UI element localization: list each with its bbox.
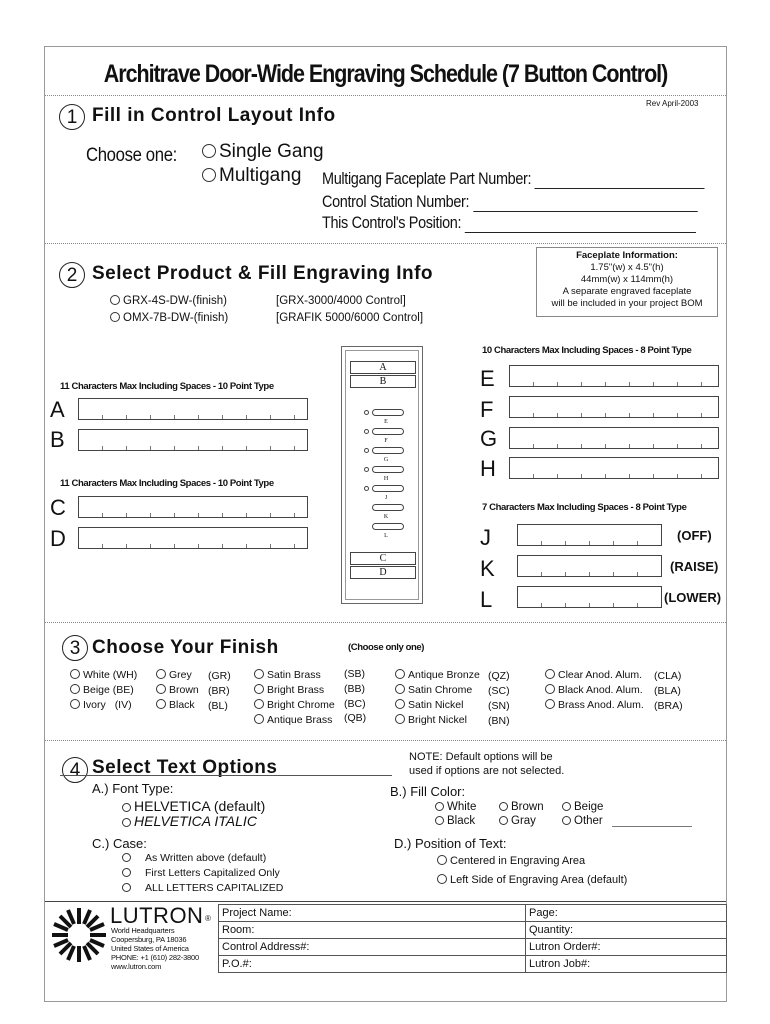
- section3-heading: Choose Your Finish: [92, 637, 279, 658]
- radio-icon[interactable]: [395, 684, 405, 694]
- radio-icon[interactable]: [70, 669, 80, 679]
- option-label: Gray: [511, 815, 536, 827]
- finish-option[interactable]: [70, 699, 132, 711]
- radio-icon[interactable]: [70, 684, 80, 694]
- room-field[interactable]: Room:: [219, 922, 526, 939]
- finish-label: Bright Brass: [267, 684, 325, 696]
- finish-label: Antique Bronze: [408, 669, 480, 681]
- finish-code: (BB): [344, 683, 365, 695]
- radio-icon[interactable]: [110, 312, 120, 322]
- address-line: United States of America: [111, 944, 189, 953]
- finish-option[interactable]: [254, 714, 332, 726]
- finish-label: Bright Nickel: [408, 714, 467, 726]
- address-line: PHONE: +1 (610) 282-3800: [111, 953, 199, 962]
- position-label: D.) Position of Text:: [394, 836, 507, 851]
- note-line: used if options are not selected.: [409, 765, 565, 777]
- control-label: F: [384, 438, 388, 444]
- finish-label: Beige (BE): [83, 684, 134, 696]
- radio-icon[interactable]: [395, 669, 405, 679]
- fill-option-white[interactable]: [435, 801, 476, 813]
- radio-icon[interactable]: [110, 295, 120, 305]
- engraving-letter: F: [480, 397, 494, 422]
- control-label: K: [383, 514, 389, 520]
- control-button-a: A: [350, 361, 416, 374]
- control-button-d: D: [350, 566, 416, 579]
- radio-icon[interactable]: [122, 868, 131, 877]
- product-option-grx[interactable]: [110, 295, 227, 307]
- section2-heading: Select Product & Fill Engraving Info: [92, 263, 434, 284]
- option-label: Brown: [511, 801, 544, 813]
- faceplate-info-line: will be included in your project BOM: [551, 298, 703, 309]
- finish-label: Satin Chrome: [408, 684, 473, 696]
- cd-char-note: 11 Characters Max Including Spaces - 10 Point Type: [60, 478, 274, 489]
- product-code: GRX-4S-DW-(finish): [123, 295, 227, 307]
- fill-color-label: B.) Fill Color:: [390, 784, 466, 799]
- radio-icon[interactable]: [202, 144, 216, 158]
- finish-option[interactable]: [395, 714, 467, 726]
- engraving-field-g[interactable]: [509, 427, 719, 449]
- fill-option-other[interactable]: [562, 815, 603, 827]
- control-button-g: [372, 447, 404, 454]
- engraving-letter: H: [480, 456, 496, 481]
- finish-option[interactable]: [70, 684, 134, 696]
- control-button-e: [372, 409, 404, 416]
- finish-option[interactable]: [70, 669, 137, 681]
- finish-option[interactable]: [395, 699, 463, 711]
- single-gang-option[interactable]: [202, 141, 324, 163]
- finish-code: (BC): [344, 698, 366, 710]
- lower-label: (LOWER): [664, 590, 722, 605]
- engraving-field-f[interactable]: [509, 396, 719, 418]
- tick-marks: [510, 413, 718, 417]
- tick-marks: [518, 541, 661, 545]
- divider: [45, 95, 726, 96]
- control-button-l: [372, 523, 404, 530]
- multigang-option[interactable]: [202, 165, 301, 187]
- radio-icon[interactable]: [545, 699, 555, 709]
- font-option-italic[interactable]: [122, 813, 257, 829]
- finish-label: Satin Nickel: [408, 699, 464, 711]
- control-label: H: [383, 476, 389, 482]
- tick-marks: [79, 513, 307, 517]
- finish-code: (QZ): [488, 670, 510, 682]
- engraving-letter: B: [50, 427, 65, 452]
- radio-icon[interactable]: [156, 699, 166, 709]
- default-options-note: [409, 750, 564, 778]
- finish-code: (BR): [208, 685, 230, 697]
- divider: [45, 740, 726, 741]
- radio-icon[interactable]: [122, 803, 131, 812]
- finish-option[interactable]: [395, 684, 472, 696]
- finish-code: (GR): [208, 670, 231, 682]
- tick-marks: [518, 603, 661, 607]
- led-icon: [364, 429, 369, 434]
- position-option[interactable]: [437, 855, 585, 867]
- control-button-k: [372, 504, 404, 511]
- radio-icon[interactable]: [395, 699, 405, 709]
- engraving-field-e[interactable]: [509, 365, 719, 387]
- finish-option[interactable]: [156, 684, 199, 696]
- led-icon: [364, 448, 369, 453]
- jkl-char-note: 7 Characters Max Including Spaces - 8 Point Type: [482, 502, 687, 513]
- field-label: Control Station Number:: [322, 192, 470, 211]
- position-option[interactable]: [437, 874, 627, 886]
- faceplate-info-title: Faceplate Information:: [576, 250, 678, 261]
- control-button-f: [372, 428, 404, 435]
- control-button-c: C: [350, 552, 416, 565]
- led-icon: [364, 467, 369, 472]
- engraving-letter: K: [480, 556, 495, 581]
- field-label: Multigang Faceplate Part Number:: [322, 169, 532, 188]
- fill-option-beige[interactable]: [562, 801, 603, 813]
- finish-label: Antique Brass: [267, 714, 333, 726]
- finish-option[interactable]: [254, 669, 321, 681]
- finish-code: (SN): [488, 700, 510, 712]
- finish-option[interactable]: [254, 699, 335, 711]
- radio-icon[interactable]: [437, 855, 447, 865]
- finish-label: White (WH): [83, 669, 138, 681]
- finish-code: (SB): [344, 668, 365, 680]
- tick-marks: [510, 382, 718, 386]
- section-number: 1: [59, 104, 85, 130]
- control-station-field[interactable]: [322, 192, 697, 212]
- finish-option[interactable]: [254, 684, 324, 696]
- finish-option[interactable]: [156, 699, 195, 711]
- product-desc: [GRAFIK 5000/6000 Control]: [276, 312, 424, 324]
- engraving-field-k[interactable]: [517, 555, 662, 577]
- other-color-line[interactable]: [612, 826, 692, 827]
- control-label: E: [384, 419, 388, 425]
- note-line: NOTE: Default options will be: [409, 751, 553, 763]
- finish-label: Bright Chrome: [267, 699, 335, 711]
- radio-icon[interactable]: [395, 714, 405, 724]
- address-line: World Headquarters: [111, 926, 175, 935]
- project-name-field[interactable]: Project Name:: [219, 905, 526, 922]
- radio-icon[interactable]: [122, 853, 131, 862]
- lutron-order-field[interactable]: Lutron Order#:: [526, 939, 727, 956]
- company-address: [111, 926, 199, 971]
- finish-label: Clear Anod. Alum.: [558, 669, 643, 681]
- radio-icon[interactable]: [254, 669, 264, 679]
- lutron-logo-text: LUTRON: [110, 903, 204, 928]
- engraving-field-a[interactable]: [78, 398, 308, 420]
- finish-code: (BRA): [654, 700, 683, 712]
- field-line[interactable]: [465, 232, 696, 233]
- case-option[interactable]: [122, 852, 266, 864]
- tick-marks: [79, 415, 307, 419]
- faceplate-info-box: [536, 247, 718, 317]
- option-label: Beige: [574, 801, 604, 813]
- product-option-omx[interactable]: [110, 312, 228, 324]
- radio-icon[interactable]: [562, 802, 571, 811]
- finish-code: (BLA): [654, 685, 681, 697]
- control-position-field[interactable]: [322, 213, 696, 233]
- finish-label: Grey: [169, 669, 192, 681]
- page-field[interactable]: Page:: [526, 905, 727, 922]
- option-label: ALL LETTERS CAPITALIZED: [145, 882, 284, 894]
- heading-underline: [60, 775, 392, 776]
- radio-icon[interactable]: [122, 818, 131, 827]
- faceplate-part-field[interactable]: [322, 169, 705, 189]
- engraving-field-l[interactable]: [517, 586, 662, 608]
- radio-icon[interactable]: [156, 669, 166, 679]
- off-label: (OFF): [677, 528, 712, 543]
- engraving-field-j[interactable]: [517, 524, 662, 546]
- tick-marks: [510, 444, 718, 448]
- radio-icon[interactable]: [122, 883, 131, 892]
- finish-code: (BN): [488, 715, 510, 727]
- radio-icon[interactable]: [499, 802, 508, 811]
- engraving-letter: C: [50, 495, 66, 520]
- finish-label: Brass Anod. Alum.: [558, 699, 644, 711]
- control-button-j: [372, 485, 404, 492]
- engraving-letter: E: [480, 366, 495, 391]
- finish-label: Satin Brass: [267, 669, 321, 681]
- led-icon: [364, 486, 369, 491]
- control-button-b: B: [350, 375, 416, 388]
- option-label: Left Side of Engraving Area (default): [450, 874, 628, 886]
- engraving-field-b[interactable]: [78, 429, 308, 451]
- radio-icon[interactable]: [499, 816, 508, 825]
- engraving-letter: A: [50, 397, 65, 422]
- finish-option[interactable]: [395, 669, 480, 681]
- footer-divider: [45, 901, 726, 902]
- control-label: J: [384, 495, 388, 501]
- radio-icon[interactable]: [435, 802, 444, 811]
- engraving-letter: L: [480, 587, 493, 612]
- address-line: Coopersburg, PA 18036: [111, 935, 187, 944]
- option-label: Single Gang: [219, 141, 324, 162]
- radio-icon[interactable]: [70, 699, 80, 709]
- option-label: Multigang: [219, 165, 302, 186]
- finish-code: (BL): [208, 700, 228, 712]
- engraving-field-d[interactable]: [78, 527, 308, 549]
- finish-option[interactable]: [545, 684, 643, 696]
- radio-icon[interactable]: [545, 669, 555, 679]
- finish-label: Black: [169, 699, 195, 711]
- case-label: C.) Case:: [92, 836, 147, 851]
- product-desc: [GRX-3000/4000 Control]: [276, 295, 406, 307]
- finish-option[interactable]: [545, 669, 642, 681]
- registered-icon: ®: [205, 914, 211, 923]
- control-label: L: [384, 533, 388, 539]
- section4-heading: Select Text Options: [92, 757, 278, 778]
- control-label: G: [383, 457, 389, 463]
- raise-label: (RAISE): [670, 559, 719, 574]
- faceplate-info-line: 1.75"(w) x 4.5"(h): [590, 262, 664, 273]
- radio-icon[interactable]: [202, 168, 216, 182]
- fill-option-brown[interactable]: [499, 801, 544, 813]
- section-number: 4: [62, 757, 88, 783]
- radio-icon[interactable]: [254, 684, 264, 694]
- option-label: Other: [574, 815, 603, 827]
- divider: [45, 243, 726, 244]
- radio-icon[interactable]: [545, 684, 555, 694]
- finish-code: (QB): [344, 712, 367, 724]
- field-line[interactable]: [535, 188, 705, 189]
- font-option-helvetica[interactable]: [122, 798, 265, 814]
- control-address-field[interactable]: Control Address#:: [219, 939, 526, 956]
- lutron-logo-icon: [50, 906, 108, 964]
- form-title: Architrave Door-Wide Engraving Schedule (7 Button Control): [103, 60, 668, 88]
- option-label: First Letters Capitalized Only: [145, 867, 280, 879]
- po-field[interactable]: P.O.#:: [219, 956, 526, 973]
- lutron-job-field[interactable]: Lutron Job#:: [526, 956, 727, 973]
- efgh-char-note: 10 Characters Max Including Spaces - 8 Point Type: [482, 345, 692, 356]
- finish-code: (CLA): [654, 670, 682, 682]
- product-code: OMX-7B-DW-(finish): [123, 312, 229, 324]
- tick-marks: [510, 474, 718, 478]
- address-line: www.lutron.com: [111, 962, 162, 971]
- faceplate-info-line: 44mm(w) x 114mm(h): [580, 274, 674, 285]
- tick-marks: [79, 544, 307, 548]
- quantity-field[interactable]: Quantity:: [526, 922, 727, 939]
- project-info-table: [218, 904, 727, 973]
- radio-icon[interactable]: [254, 714, 264, 724]
- control-button-h: [372, 466, 404, 473]
- choose-one-label: Choose one:: [86, 145, 177, 166]
- option-label: Centered in Engraving Area: [450, 855, 586, 867]
- led-icon: [364, 410, 369, 415]
- tick-marks: [518, 572, 661, 576]
- fill-option-gray[interactable]: [499, 815, 536, 827]
- finish-code: (IV): [114, 699, 132, 711]
- radio-icon[interactable]: [562, 816, 571, 825]
- ab-char-note: 11 Characters Max Including Spaces - 10 Point Type: [60, 381, 274, 392]
- field-label: This Control's Position:: [322, 213, 462, 232]
- finish-code: (SC): [488, 685, 510, 697]
- option-label: HELVETICA ITALIC: [134, 813, 257, 829]
- case-option[interactable]: [122, 882, 283, 894]
- finish-label: Brown: [169, 684, 199, 696]
- field-line[interactable]: [473, 211, 697, 212]
- option-label: As Written above (default): [145, 852, 267, 864]
- font-type-label: A.) Font Type:: [92, 781, 174, 796]
- fill-option-black[interactable]: [435, 815, 475, 827]
- radio-icon[interactable]: [254, 699, 264, 709]
- radio-icon[interactable]: [435, 816, 444, 825]
- divider: [45, 622, 726, 623]
- finish-option[interactable]: [156, 669, 192, 681]
- finish-label: Ivory: [83, 699, 106, 711]
- engraving-letter: D: [50, 526, 66, 551]
- case-option[interactable]: [122, 867, 280, 879]
- finish-label: Black Anod. Alum.: [558, 684, 643, 696]
- revision-label: Rev April-2003: [646, 99, 699, 108]
- option-label: Black: [447, 815, 476, 827]
- engraving-field-h[interactable]: [509, 457, 719, 479]
- radio-icon[interactable]: [437, 874, 447, 884]
- tick-marks: [79, 446, 307, 450]
- faceplate-info-line: A separate engraved faceplate: [562, 286, 692, 297]
- option-label: White: [447, 801, 477, 813]
- option-label: HELVETICA (default): [134, 798, 266, 814]
- finish-option[interactable]: [545, 699, 644, 711]
- section-number: 3: [62, 635, 88, 661]
- engraving-letter: J: [480, 525, 491, 550]
- choose-only-one-note: (Choose only one): [348, 642, 425, 653]
- engraving-letter: G: [480, 426, 498, 451]
- section1-heading: Fill in Control Layout Info: [92, 105, 336, 126]
- engraving-field-c[interactable]: [78, 496, 308, 518]
- radio-icon[interactable]: [156, 684, 166, 694]
- section-number: 2: [59, 262, 85, 288]
